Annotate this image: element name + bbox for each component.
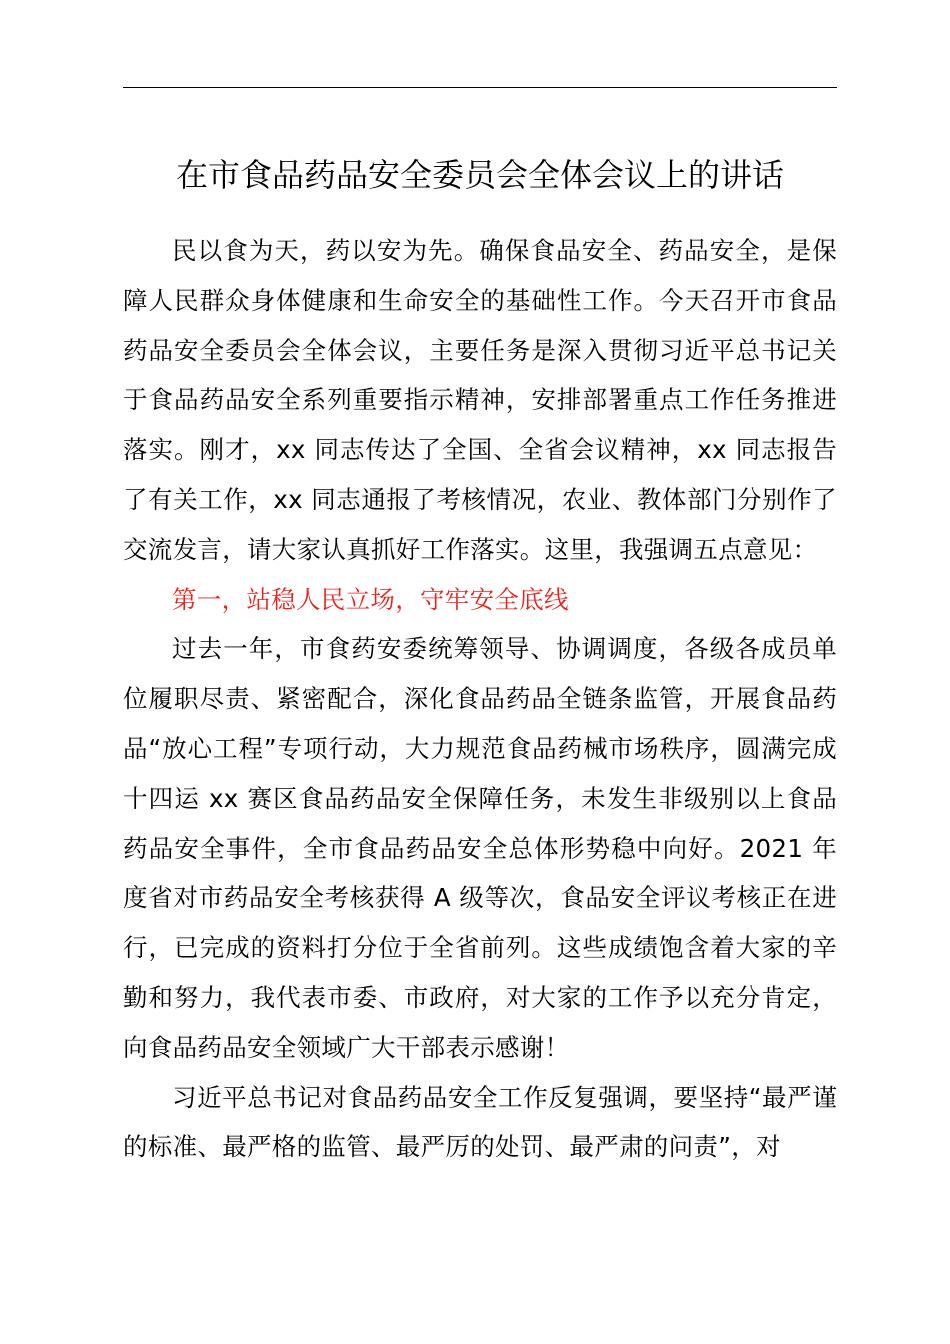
header-rule bbox=[123, 87, 837, 88]
document-body bbox=[123, 226, 837, 1172]
document-title: 在市食品药品安全委员会全体会议上的讲话 bbox=[175, 156, 784, 194]
paragraph-intro: 民以食为天，药以安为先。确保食品安全、药品安全，是保障人民群众身体健康和生命安全的基础性工作。今天召开市食品药品安全委员会全体会议，主要任务是深入贯彻习近平总书记关于食品药品安全系列重要指示精神，安排部署重点工作任务推进落实。刚才，xx 同志传达了全国、全省会议精神，xx 同志报告了有关工作，xx 同志通报了考核情况，农业、教体部门分别作了交流发言，请大家认真抓好工作落实。这里，我强调五点意见： bbox=[123, 236, 837, 564]
section-heading-first: 第一，站稳人民立场，守牢安全底线 bbox=[172, 584, 569, 614]
paragraph-instruction: 习近平总书记对食品药品安全工作反复强调，要坚持“最严谨的标准、最严格的监管、最严厉的处罚、最严肃的问责”，对 bbox=[123, 1082, 837, 1162]
paragraph-review: 过去一年，市食药安委统筹领导、协调调度，各级各成员单位履职尽责、紧密配合，深化食品药品全链条监管，开展食品药品“放心工程”专项行动，大力规范食品药械市场秩序，圆满完成十四运 xx 赛区食品药品安全保障任务，未发生非级别以上食品药品安全事件，全市食品药品安全总体形势稳中向好。2021 年度省对市药品安全考核获得 A 级等次，食品安全评议考核正在进行，已完成的资料打分位于全省前列。这些成绩饱含着大家的辛勤和努力，我代表市委、市政府，对大家的工作予以充分肯定，向食品药品安全领域广大干部表示感谢！ bbox=[123, 634, 837, 1062]
